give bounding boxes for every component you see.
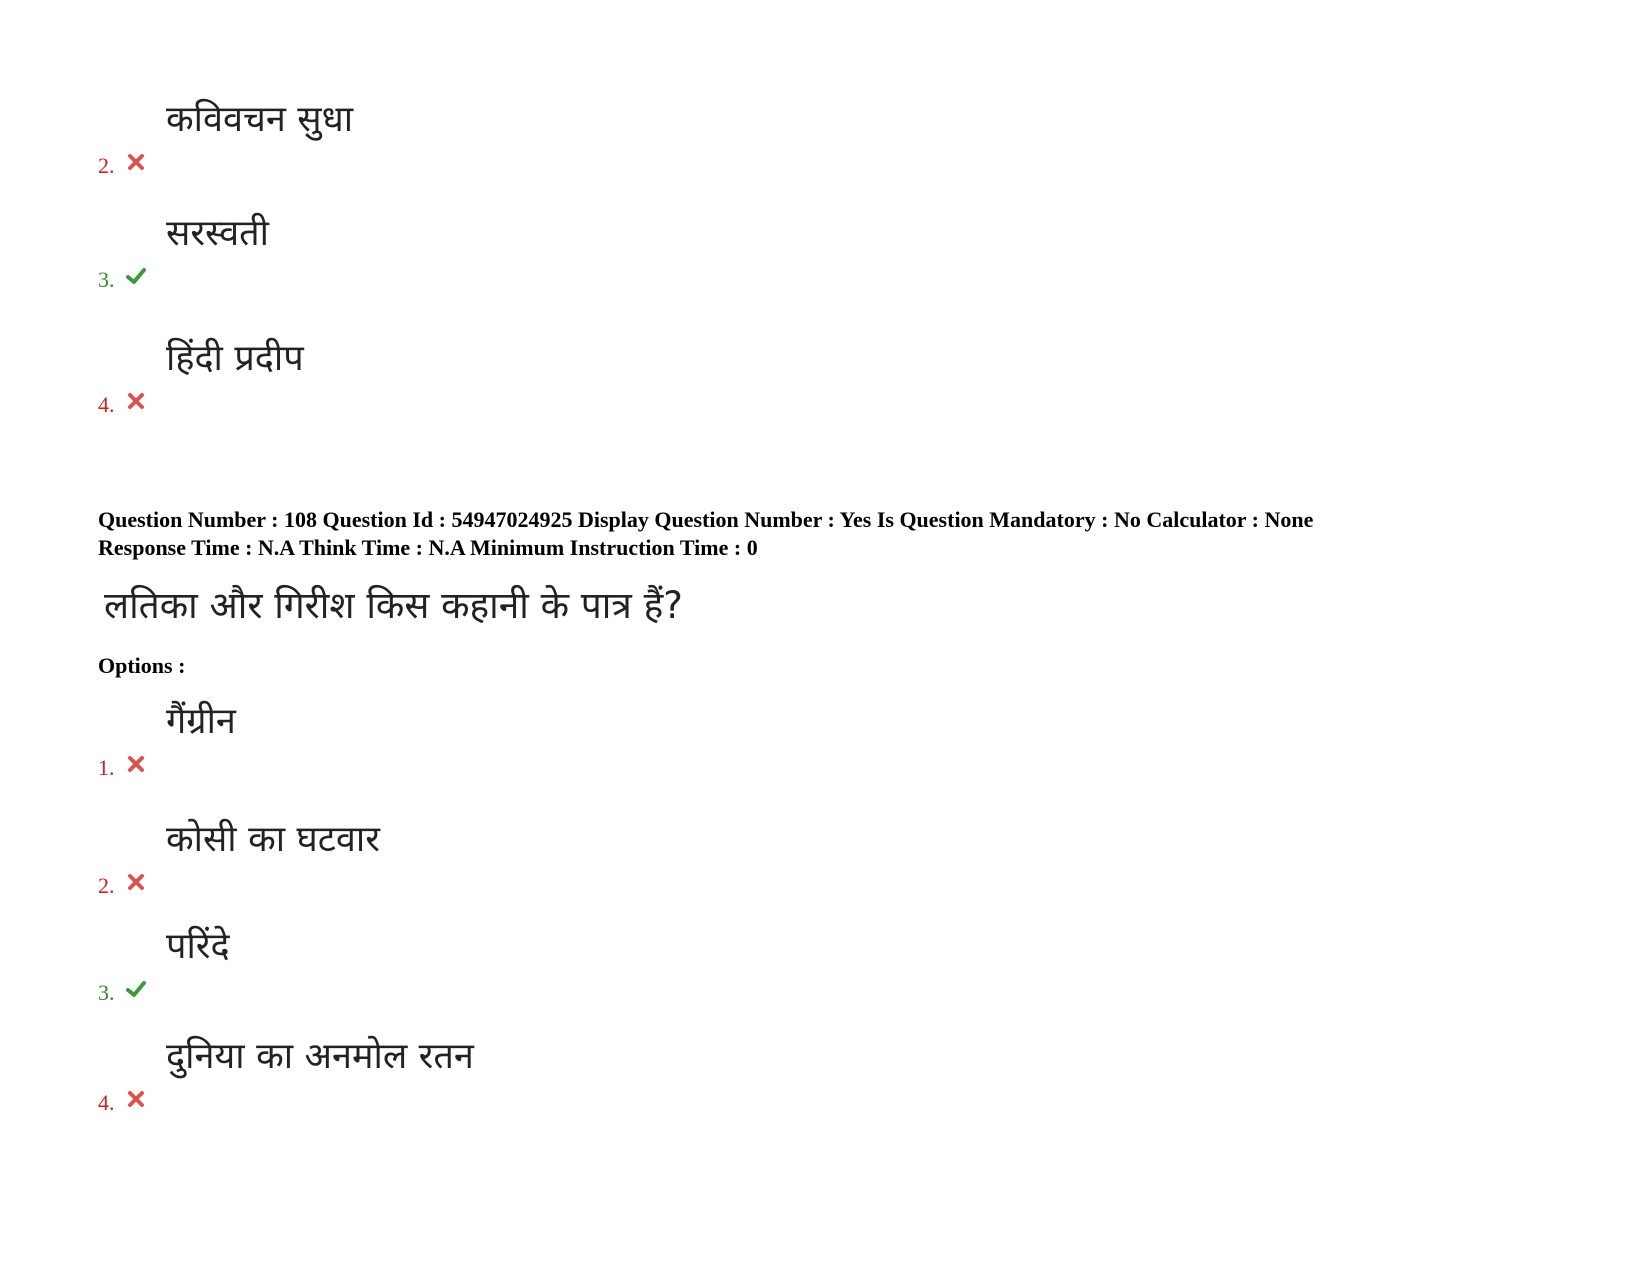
question-meta-line: Question Number : 108 Question Id : 54947024925 Display Question Number : Yes Is Question Mandatory : No Calculator : None bbox=[98, 507, 1314, 532]
option-item bbox=[98, 337, 798, 417]
option-item bbox=[98, 925, 798, 1005]
question-meta-line: Response Time : N.A Think Time : N.A Minimum Instruction Time : 0 bbox=[98, 535, 758, 560]
option-item bbox=[98, 700, 798, 780]
option-item bbox=[98, 212, 798, 292]
option-text: परिंदे bbox=[166, 926, 230, 967]
option-number: 1. bbox=[98, 755, 115, 780]
option-text: हिंदी प्रदीप bbox=[166, 338, 304, 379]
option-item bbox=[98, 1035, 798, 1115]
check-icon bbox=[126, 266, 146, 286]
cross-icon bbox=[126, 872, 146, 892]
option-number: 4. bbox=[98, 392, 115, 417]
option-text: कविवचन सुधा bbox=[166, 99, 354, 140]
option-text: कोसी का घटवार bbox=[166, 819, 380, 860]
option-number: 2. bbox=[98, 873, 115, 898]
cross-icon bbox=[126, 152, 146, 172]
question-text: लतिका और गिरीश किस कहानी के पात्र हैं? bbox=[104, 584, 683, 627]
option-text: दुनिया का अनमोल रतन bbox=[166, 1036, 474, 1077]
option-text: गैंग्रीन bbox=[166, 701, 236, 742]
check-icon bbox=[126, 979, 146, 999]
option-number: 4. bbox=[98, 1090, 115, 1115]
cross-icon bbox=[126, 754, 146, 774]
option-number: 3. bbox=[98, 267, 115, 292]
cross-icon bbox=[126, 1089, 146, 1109]
cross-icon bbox=[126, 391, 146, 411]
option-item bbox=[98, 818, 798, 898]
option-item bbox=[98, 98, 798, 178]
option-number: 2. bbox=[98, 153, 115, 178]
option-text: सरस्वती bbox=[166, 213, 269, 254]
question-meta bbox=[98, 506, 1313, 562]
option-number: 3. bbox=[98, 980, 115, 1005]
options-label: Options : bbox=[98, 653, 186, 678]
